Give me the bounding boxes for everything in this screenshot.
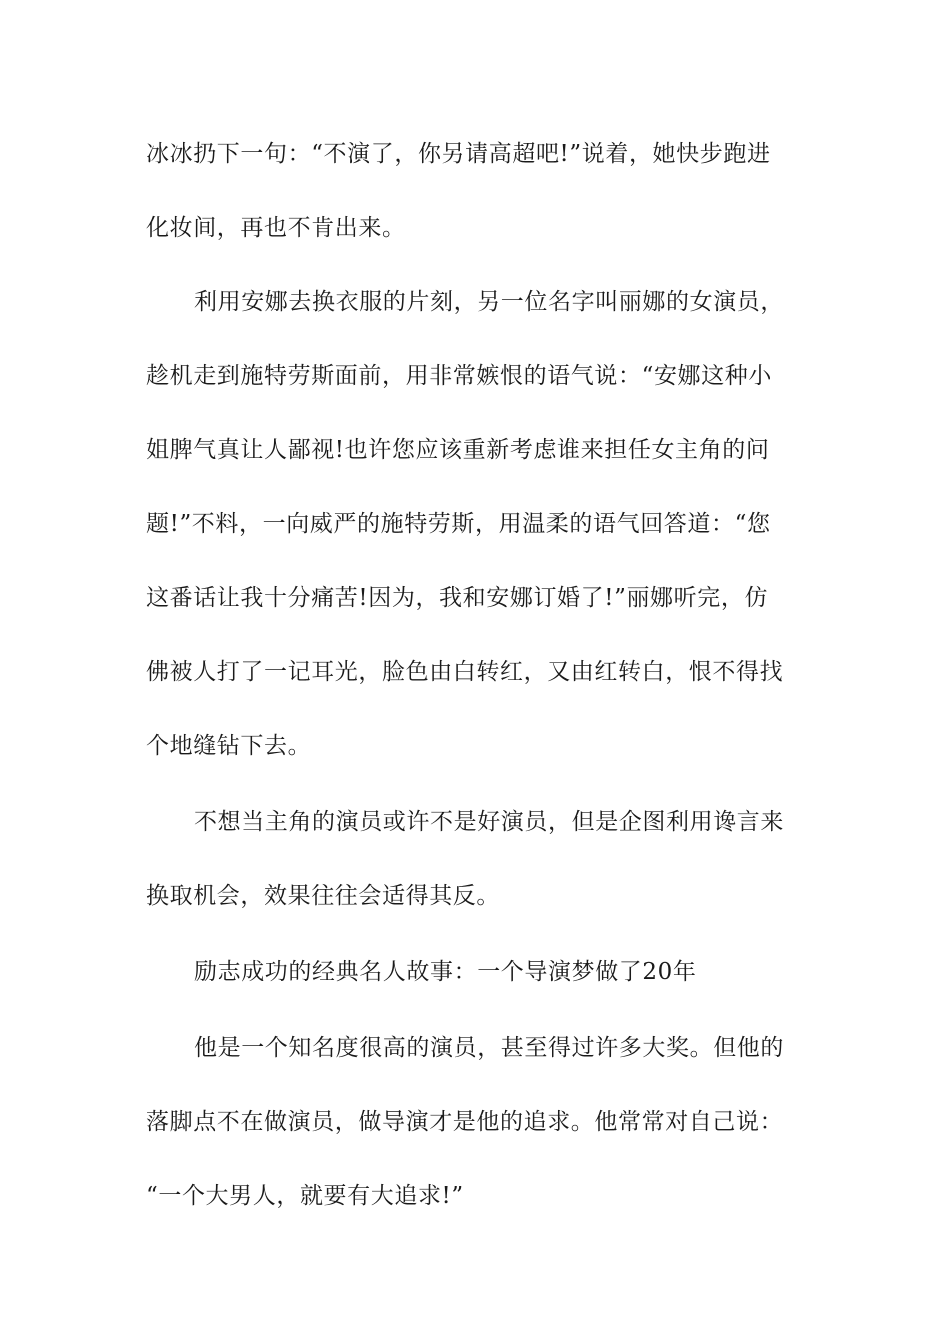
section-heading: 励志成功的经典名人故事：一个导演梦做了20年 [194, 959, 697, 985]
paragraph-line: 利用安娜去换衣服的片刻，另一位名字叫丽娜的女演员， [194, 289, 784, 315]
paragraph-line: 落脚点不在做演员，做导演才是他的追求。他常常对自己说： [146, 1109, 784, 1135]
paragraph-line: 他是一个知名度很高的演员，甚至得过许多大奖。但他的 [194, 1035, 784, 1061]
paragraph-line: 冰冰扔下一句：“不演了，你另请高超吧!”说着，她快步跑进 [146, 141, 771, 167]
paragraph-line: 不想当主角的演员或许不是好演员，但是企图利用谗言来 [194, 809, 784, 835]
paragraph-line: 题!”不料，一向威严的施特劳斯，用温柔的语气回答道：“您 [146, 511, 771, 537]
paragraph-line: 换取机会，效果往往会适得其反。 [146, 883, 500, 909]
paragraph-line: 这番话让我十分痛苦!因为，我和安娜订婚了!”丽娜听完，仿 [146, 585, 769, 611]
paragraph-line: 佛被人打了一记耳光，脸色由白转红，又由红转白，恨不得找 [146, 659, 784, 685]
paragraph-line: 化妆间，再也不肯出来。 [146, 215, 406, 241]
paragraph-line: 趁机走到施特劳斯面前，用非常嫉恨的语气说：“安娜这种小 [146, 363, 772, 389]
paragraph-line: 姐脾气真让人鄙视!也许您应该重新考虑谁来担任女主角的问 [146, 437, 770, 463]
paragraph-line: 个地缝钻下去。 [146, 733, 312, 759]
paragraph-line: “一个大男人，就要有大追求!” [146, 1183, 464, 1209]
